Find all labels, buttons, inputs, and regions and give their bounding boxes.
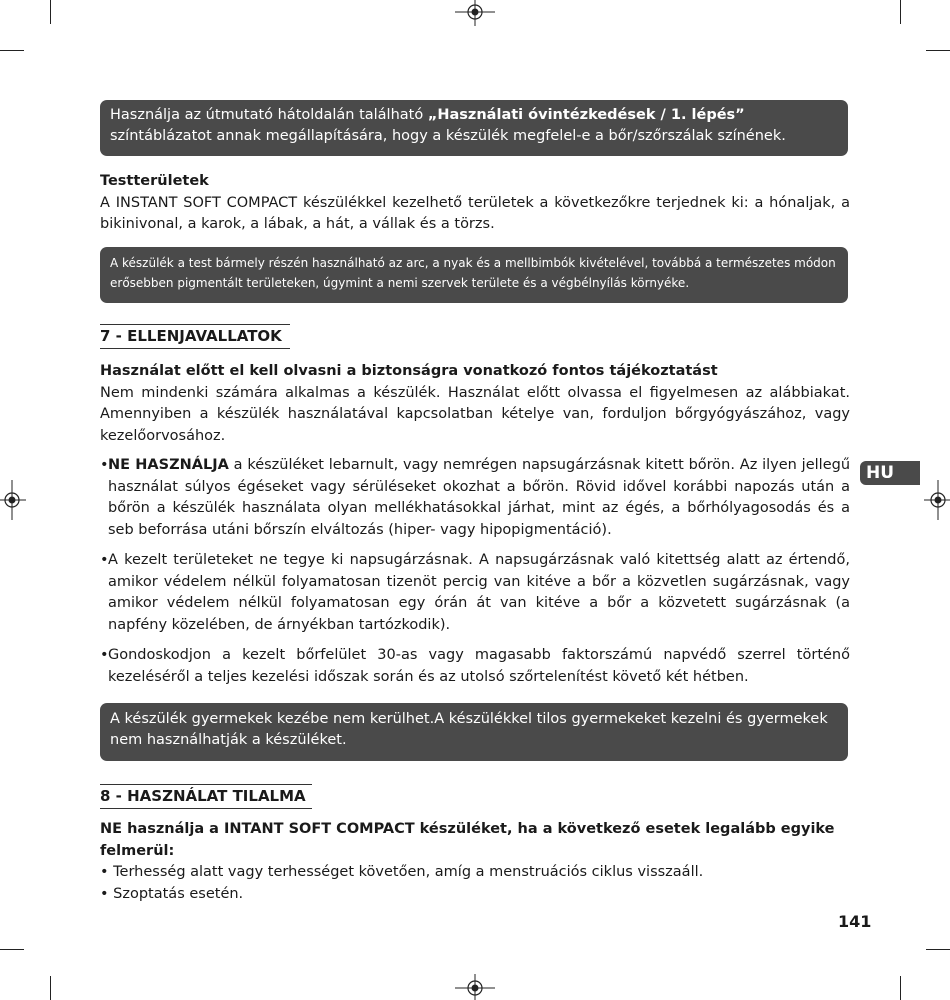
- section-8-content: [100, 819, 850, 905]
- registration-mark-icon: [0, 480, 26, 520]
- body-areas-section: [100, 171, 850, 236]
- registration-mark-icon: [924, 480, 950, 520]
- list-item: [100, 455, 850, 541]
- list-item-bold: NE HASZNÁLJA: [108, 457, 229, 473]
- list-item-text: A kezelt területeket ne tegye ki napsugárzásnak. A napsugárzásnak való kitettség alatt az értendő, amikor védelem nélkül folyamatosan tizenöt percig van kitéve a bőr a közvetlen sugárzásnak, vagy amikor védelem nélkül folyamatosan egy órán át van kitéve a bőr a közvetett sugárzásnak (a napfény közelében, de árnyékban tartózkodik).: [108, 552, 850, 633]
- bullet-mark: •: [100, 552, 109, 568]
- section-8-subtitle: NE használja a INTANT SOFT COMPACT készüléket, ha a következő esetek legalább egyike felmerül:: [100, 821, 835, 859]
- language-tab: HU: [860, 461, 920, 485]
- list-item-text: a készüléket lebarnult, vagy nemrégen napsugárzásnak kitett bőrön. Az ilyen jellegű használat súlyos égéseket vagy sérüléseket okozhat a bőrön. Rövid idővel korábbi napozás után a bőrön a készülék használata olyan mellékhatásokkal járhat, mint az égés, a bőrhólyagosodás és a seb beforrása utáni bőrszín elváltozás (hiper- vagy hipopigmentáció).: [108, 457, 851, 538]
- children-warning-note: [100, 703, 848, 761]
- color-chart-note: [100, 100, 848, 156]
- crop-mark: [900, 976, 901, 1000]
- note-bold-text: „Használati óvintézkedések / 1. lépés”: [427, 107, 745, 123]
- section-heading-8: 8 - HASZNÁLAT TILALMA: [100, 784, 312, 809]
- section-heading-7: 7 - ELLENJAVALLATOK: [100, 324, 290, 349]
- list-item-text: Gondoskodjon a kezelt bőrfelület 30-as vagy magasabb faktorszámú napvédő szerrel történő kezeléséről a teljes kezelési időszak során és az utolsó szőrtelenítést követő két hétben.: [108, 647, 850, 685]
- page-number: 141: [838, 912, 872, 931]
- crop-mark: [50, 976, 51, 1000]
- body-areas-text: A INSTANT SOFT COMPACT készülékkel kezelhető területek a következőkre terjednek ki: a hónaljak, a bikinivonal, a karok, a lábak, a hát, a vállak és a törzs.: [100, 194, 850, 232]
- note-text: színtáblázatot annak megállapítására, hogy a készülék megfelel-e a bőr/szőrszálak színének.: [110, 128, 786, 144]
- crop-mark: [926, 949, 950, 950]
- bullet-mark: •: [100, 647, 109, 663]
- section-7-intro-text: Nem mindenki számára alkalmas a készülék. Használat előtt olvassa el figyelmesen az alábbiakat. Amennyiben a készülék használatával kapcsolatban kételye van, forduljon bőrgyógyászához, vagy kezelőorvosához.: [100, 384, 850, 444]
- crop-mark: [50, 0, 51, 24]
- note-text: Használja az útmutató hátoldalán található: [110, 107, 428, 123]
- section-7-subtitle: Használat előtt el kell olvasni a biztonságra vonatkozó fontos tájékoztatást: [100, 363, 718, 379]
- list-item: [100, 550, 850, 636]
- list-item: • Szoptatás esetén.: [100, 885, 244, 902]
- note-text: A készülék gyermekek kezébe nem kerülhet.A készülékkel tilos gyermekeket kezelni és gyermekek nem használhatják a készüléket.: [110, 711, 828, 748]
- registration-mark-icon: [455, 0, 495, 26]
- section-7-intro: [100, 361, 850, 447]
- registration-mark-icon: [455, 974, 495, 1000]
- list-item: • Terhesség alatt vagy terhességet követően, amíg a menstruációs ciklus visszaáll.: [100, 864, 704, 880]
- note-text: A készülék a test bármely részén használható az arc, a nyak és a mellbimbók kivételével, továbbá a természetes módon erősebben pigmentált területeken, úgymint a nemi szervek területe és a végbélnyílás környéke.: [110, 256, 836, 290]
- crop-mark: [0, 50, 24, 51]
- crop-mark: [0, 949, 24, 950]
- crop-mark: [926, 50, 950, 51]
- body-areas-title: Testterületek: [100, 173, 209, 189]
- bullet-mark: •: [100, 457, 109, 473]
- crop-mark: [900, 0, 901, 24]
- list-item: [100, 645, 850, 688]
- usage-area-note: [100, 247, 848, 303]
